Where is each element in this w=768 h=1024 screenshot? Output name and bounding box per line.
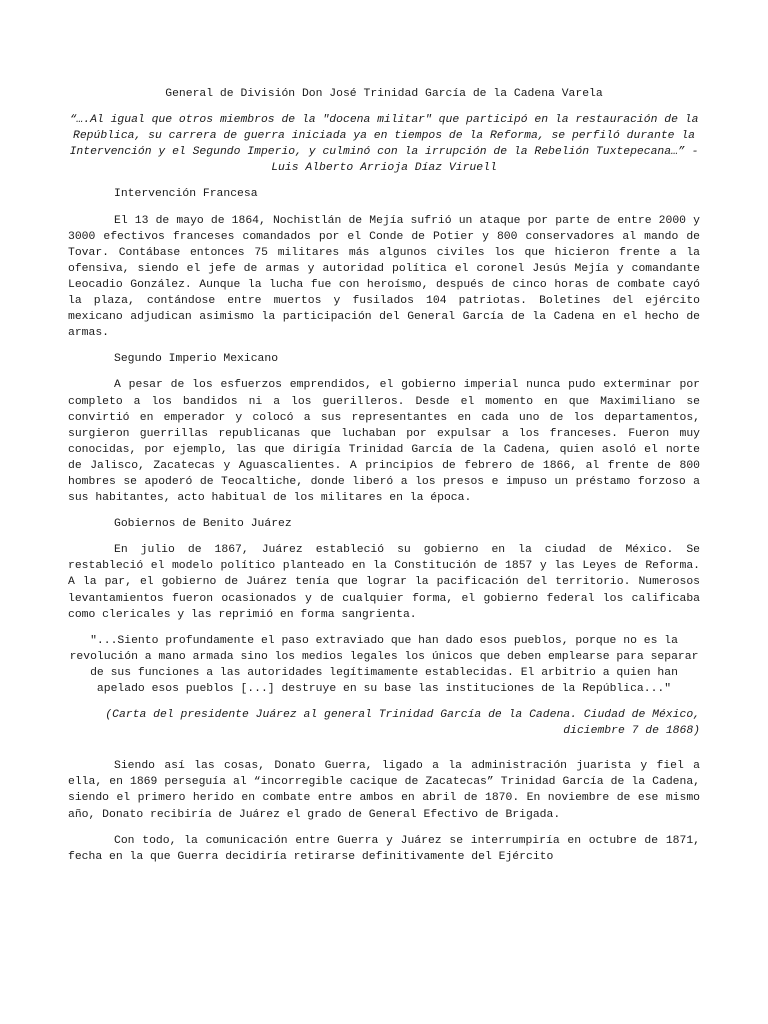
block-quote: "...Siento profundamente el paso extraviado que han dado esos pueblos, porque no es la revolución a mano armada sino los medios legales los únicos que deben emplearse para separar de sus funciones a las autoridades legítimamente establecidas. El arbitrio a quien han apelado esos pueblos [...] destruye en su base las instituciones de la República..." — [69, 634, 699, 695]
document-page — [68, 86, 700, 875]
section-heading-gobiernos-juarez: Gobiernos de Benito Juárez — [114, 518, 292, 531]
paragraph: A pesar de los esfuerzos emprendidos, el gobierno imperial nunca pudo exterminar por completo a los bandidos ni a los guerilleros. Desde el momento en que Maximiliano se convirtió en emperador y colocó a sus representantes en cada uno de los departamentos, surgieron guerrillas republicanas que luchaban por expulsar a los franceses. Fueron muy conocidas, por ejemplo, las que dirigía Trinidad García de la Cadena, quien asoló el norte de Jalisco, Zacatecas y Aguascalientes. A principios de febrero de 1866, al frente de 800 hombres se apoderó de Teocaltiche, donde liberó a los presos e impuso un préstamo forzoso a sus habitantes, acto habitual de los militares en la época. — [68, 379, 700, 505]
paragraph: Siendo así las cosas, Donato Guerra, ligado a la administración juarista y fiel a ella, en 1869 perseguía al “incorregible cacique de Zacatecas” Trinidad García de la Cadena, siendo el primero herido en combate entre ambos en abril de 1870. En noviembre de ese mismo año, Donato recibiría de Juárez el grado de General Efectivo de Brigada. — [68, 760, 700, 821]
section-heading-segundo-imperio: Segundo Imperio Mexicano — [114, 353, 279, 366]
paragraph: El 13 de mayo de 1864, Nochistlán de Mejía sufrió un ataque por parte de entre 2000 y 3000 efectivos franceses comandados por el Conde de Potier y 800 conservadores al mando de Tovar. Contábase entonces 75 militares más algunos civiles los que hicieron frente a la ofensiva, siendo el jefe de armas y autoridad política el coronel Jesús Mejía y comandante Leocadio González. Aunque la lucha fue con heroísmo, después de cinco horas de combate cayó la plaza, contándose entre muertos y fusilados 104 patriotas. Boletines del ejército mexicano adjudican asimismo la participación del General García de la Cadena en el hecho de armas. — [68, 214, 700, 340]
section-heading-intervencion: Intervención Francesa — [114, 188, 258, 201]
paragraph-continued: Con todo, la comunicación entre Guerra y Juárez se interrumpiría en octubre de 1871, fecha en la que Guerra decidiría retirarse definitivamente del Ejército — [68, 834, 700, 863]
paragraph: En julio de 1867, Juárez estableció su gobierno en la ciudad de México. Se restableció el modelo político planteado en la Constitución de 1857 y las Leyes de Reforma. A la par, el gobierno de Juárez tenía que lograr la pacificación del territorio. Numerosos levantamientos fueron ocasionados y de cualquier forma, el gobierno federal los calificaba como clericales y las reprimió en forma sangrienta. — [68, 544, 700, 621]
epigraph: “….Al igual que otros miembros de la "docena militar" que participó en la restauración de la República, su carrera de guerra iniciada ya en tiempos de la Reforma, se perfiló durante la Intervención y el Segundo Imperio, y culminó con la irrupción de la Rebelión Tuxtepecana…” - Luis Alberto Arrioja Díaz Viruell — [69, 114, 699, 175]
document-title: General de División Don José Trinidad García de la Cadena Varela — [165, 88, 603, 100]
quote-citation: (Carta del presidente Juárez al general Trinidad García de la Cadena. Ciudad de México, diciembre 7 de 1868) — [105, 709, 700, 738]
